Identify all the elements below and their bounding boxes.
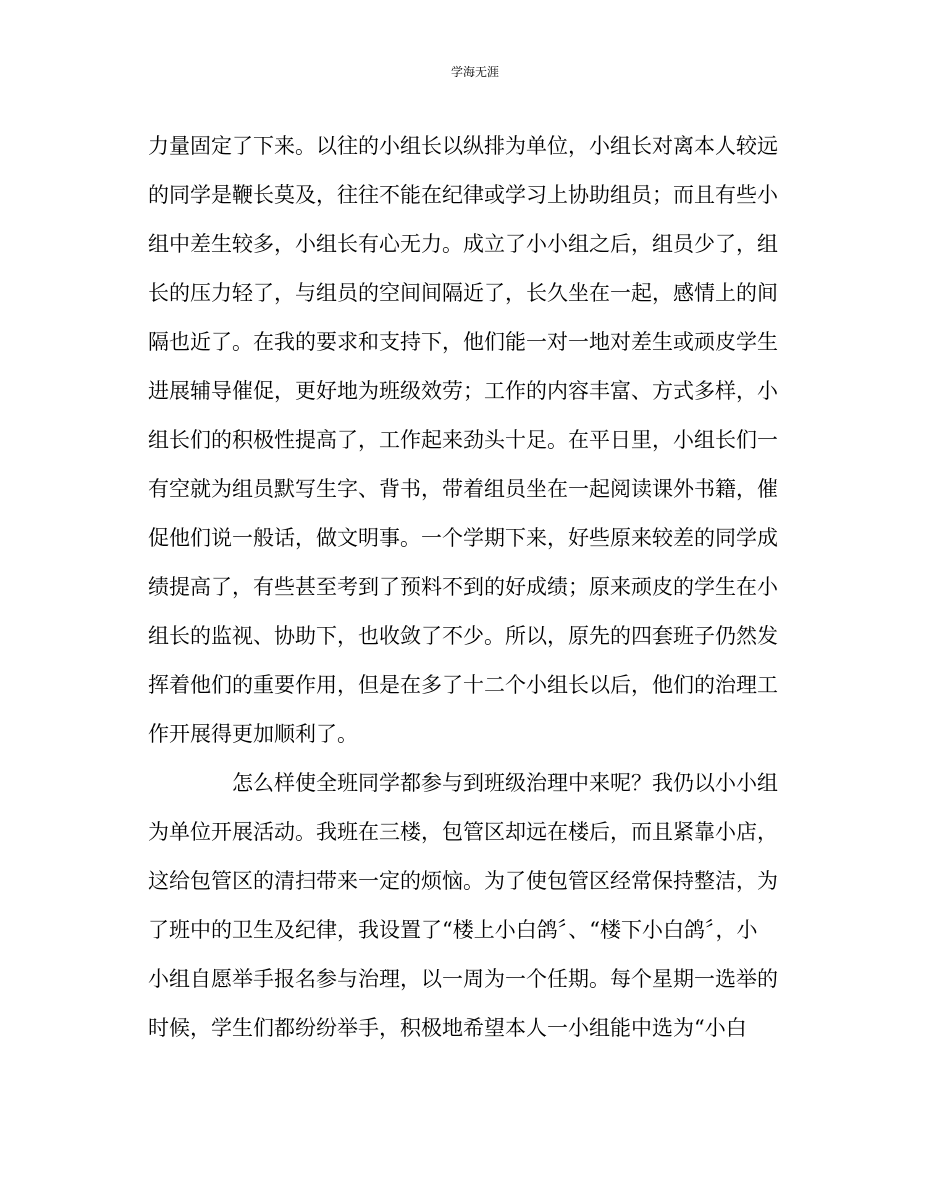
text-line: 了班中的卫生及纪律，我设置了“楼上小白鸽〞、“楼下小白鸽〞，小 xyxy=(148,918,758,942)
text-line: 有空就为组员默写生字、背书，带着组员坐在一起阅读课外书籍，催 xyxy=(148,477,778,501)
paragraph-first-line: 怎么样使全班同学都参与到班级治理中来呢？我仍以小小组 xyxy=(232,771,778,795)
text-line: 挥着他们的重要作用，但是在多了十二个小组长以后，他们的治理工 xyxy=(148,673,778,697)
text-line: 为单位开展活动。我班在三楼，包管区却远在楼后，而且紧靠小店， xyxy=(148,820,778,844)
text-line: 力量固定了下来。以往的小组长以纵排为单位，小组长对离本人较远 xyxy=(148,134,778,158)
text-line: 组长的监视、协助下，也收敛了不少。所以，原先的四套班子仍然发 xyxy=(148,624,778,648)
text-line: 的同学是鞭长莫及，往往不能在纪律或学习上协助组员；而且有些小 xyxy=(148,183,778,207)
page-header: 学海无涯 xyxy=(450,65,499,79)
text-line: 进展辅导催促，更好地为班级效劳；工作的内容丰富、方式多样，小 xyxy=(148,379,778,403)
text-line: 作开展得更加顺利了。 xyxy=(148,722,358,746)
text-line: 长的压力轻了，与组员的空间间隔近了，长久坐在一起，感情上的间 xyxy=(148,281,778,305)
text-line: 隔也近了。在我的要求和支持下，他们能一对一地对差生或顽皮学生 xyxy=(148,330,778,354)
text-line: 小组自愿举手报名参与治理，以一周为一个任期。每个星期一选举的 xyxy=(148,967,778,991)
text-line: 绩提高了，有些甚至考到了预料不到的好成绩；原来顽皮的学生在小 xyxy=(148,575,778,599)
text-line: 组中差生较多，小组长有心无力。成立了小小组之后，组员少了，组 xyxy=(148,232,778,256)
text-line: 这给包管区的清扫带来一定的烦恼。为了使包管区经常保持整洁，为 xyxy=(148,869,778,893)
text-line: 时候，学生们都纷纷举手，积极地希望本人一小组能中选为“小白 xyxy=(148,1016,747,1040)
text-line: 促他们说一般话，做文明事。一个学期下来，好些原来较差的同学成 xyxy=(148,526,778,550)
text-line: 组长们的积极性提高了，工作起来劲头十足。在平日里，小组长们一 xyxy=(148,428,778,452)
